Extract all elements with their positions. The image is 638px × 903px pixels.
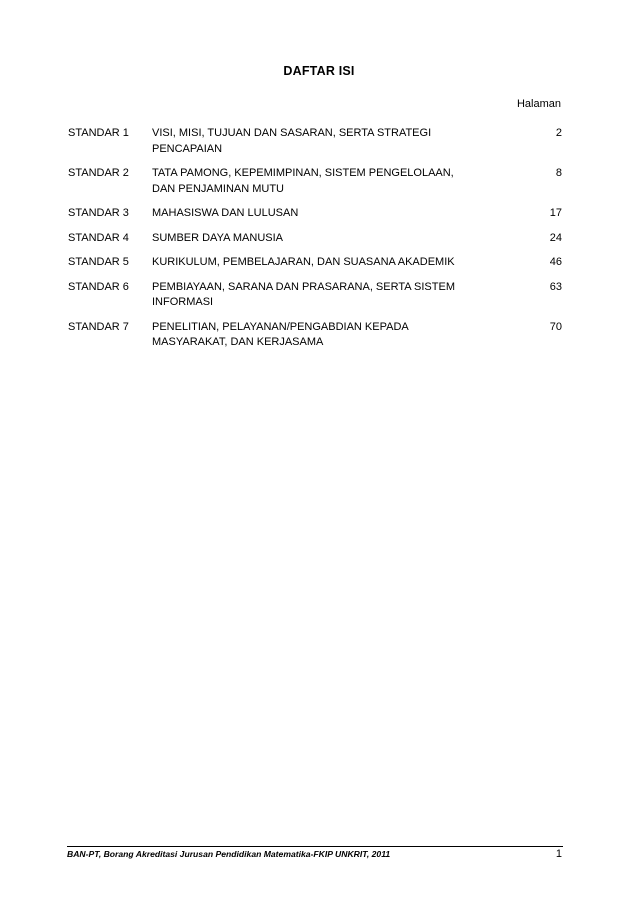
toc-title-line: MASYARAKAT, DAN KERJASAMA — [152, 336, 324, 348]
toc-title-line: PENELITIAN, PELAYANAN/PENGABDIAN KEPADA — [152, 320, 409, 333]
toc-page-number: 17 — [549, 207, 562, 219]
toc-entry-title — [152, 206, 492, 222]
toc-entry-title — [152, 166, 492, 197]
toc-page-number: 24 — [549, 231, 562, 244]
footer-divider — [67, 846, 563, 847]
toc-entry-standar-3 — [68, 206, 562, 222]
toc-entry-title — [152, 255, 492, 271]
toc-standard-label: STANDAR 7 — [68, 320, 129, 333]
toc-entry-title — [152, 231, 492, 247]
toc-page-number: 46 — [549, 256, 562, 268]
toc-standard-label: STANDAR 5 — [68, 256, 129, 268]
toc-title-line: SUMBER DAYA MANUSIA — [152, 231, 284, 244]
toc-standard-label: STANDAR 6 — [68, 280, 129, 293]
toc-title-line: TATA PAMONG, KEPEMIMPINAN, SISTEM PENGELOLAAN, — [152, 167, 454, 179]
toc-entry-standar-4 — [68, 231, 562, 247]
footer-text: BAN-PT, Borang Akreditasi Jurusan Pendidikan Matematika-FKIP UNKRIT, 2011 — [67, 849, 391, 859]
toc-entry-standar-1 — [68, 126, 562, 157]
toc-title-line: PEMBIAYAAN, SARANA DAN PRASARANA, SERTA SISTEM — [152, 280, 455, 293]
toc-page-number: 8 — [555, 167, 562, 179]
toc-entry-title — [152, 320, 492, 351]
toc-standard-label: STANDAR 3 — [68, 207, 129, 219]
toc-entry-standar-5 — [68, 255, 562, 271]
table-of-contents — [68, 126, 562, 360]
toc-title-line: PENCAPAIAN — [152, 142, 223, 155]
page-title: DAFTAR ISI — [283, 64, 355, 78]
toc-standard-label: STANDAR 2 — [68, 167, 129, 179]
toc-title-line: MAHASISWA DAN LULUSAN — [152, 207, 299, 219]
toc-entry-standar-6 — [68, 280, 562, 311]
toc-entry-standar-7 — [68, 320, 562, 351]
toc-standard-label: STANDAR 4 — [68, 231, 129, 244]
toc-entry-title — [152, 126, 492, 157]
toc-title-line: VISI, MISI, TUJUAN DAN SASARAN, SERTA STRATEGI — [152, 127, 432, 139]
toc-page-number: 70 — [549, 320, 562, 333]
toc-entry-title — [152, 280, 492, 311]
toc-entry-standar-2 — [68, 166, 562, 197]
footer-page-number: 1 — [555, 848, 562, 860]
toc-page-number: 63 — [549, 280, 562, 293]
toc-title-line: INFORMASI — [152, 296, 214, 308]
toc-title-line: DAN PENJAMINAN MUTU — [152, 182, 285, 195]
page-column-header: Halaman — [516, 98, 561, 110]
toc-standard-label: STANDAR 1 — [68, 127, 129, 139]
toc-title-line: KURIKULUM, PEMBELAJARAN, DAN SUASANA AKADEMIK — [152, 256, 455, 268]
toc-page-number: 2 — [555, 127, 562, 139]
